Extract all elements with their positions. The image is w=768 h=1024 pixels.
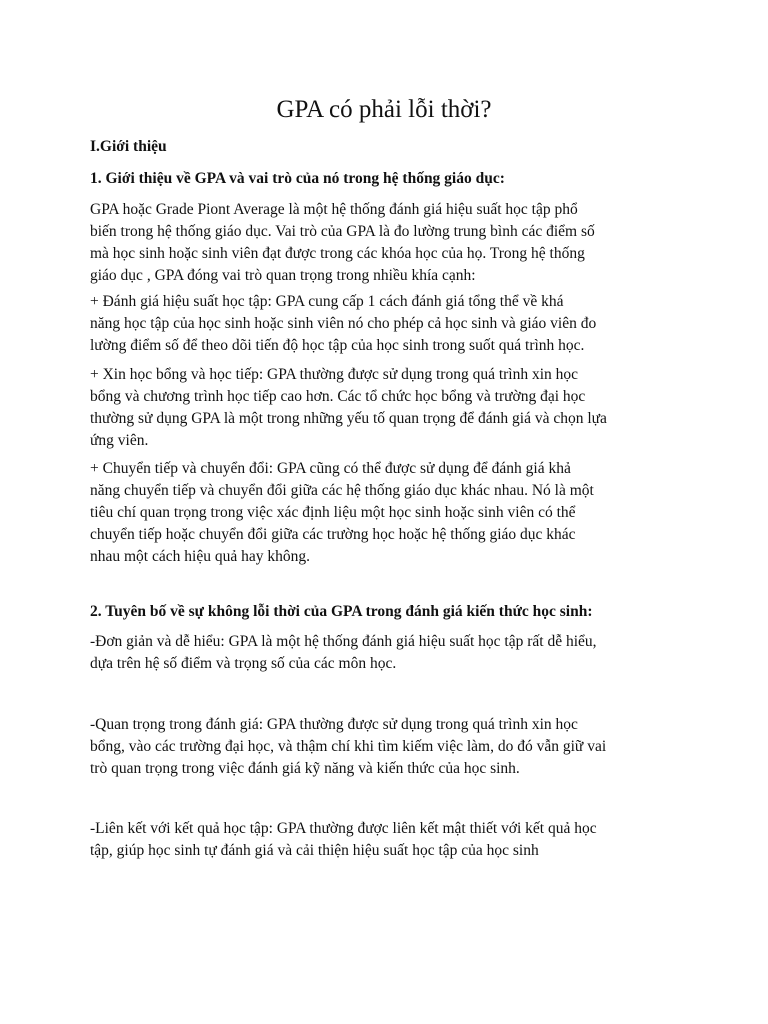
- document-title: GPA có phải lỗi thời?: [276, 96, 492, 123]
- point-simple-easy: -Đơn giản và dễ hiểu: GPA là một hệ thống đánh giá hiệu suất học tập rất dễ hiểu, dựa trên hệ số điểm và trọng số của các môn học.: [90, 633, 597, 672]
- section-heading-intro: I.Giới thiệu: [90, 138, 167, 155]
- bullet-scholarship: + Xin học bổng và học tiếp: GPA thường được sử dụng trong quá trình xin học bổng và chương trình học tiếp cao hơn. Các tổ chức học bổng và trường đại học thường sử dụng GPA là một trong những yếu tố quan trọng để đánh giá và chọn lựa ứng viên.: [90, 366, 607, 449]
- bullet-transfer: + Chuyển tiếp và chuyển đổi: GPA cũng có thể được sử dụng để đánh giá khả năng chuyển tiếp và chuyển đổi giữa các hệ thống giáo dục khác nhau. Nó là một tiêu chí quan trọng trong việc xác định liệu một học sinh hoặc sinh viên có thể chuyển tiếp hoặc chuyển đổi giữa các trường học hoặc hệ thống giáo dục khác nhau một cách hiệu quả hay không.: [90, 460, 594, 565]
- intro-paragraph: GPA hoặc Grade Piont Average là một hệ thống đánh giá hiệu suất học tập phổ biến trong hệ thống giáo dục. Vai trò của GPA là đo lường trung bình các điểm số mà học sinh hoặc sinh viên đạt được trong các khóa học của họ. Trong hệ thống giáo dục , GPA đóng vai trò quan trọng trong nhiều khía cạnh:: [90, 201, 595, 284]
- subsection-heading-2: 2. Tuyên bố về sự không lỗi thời của GPA trong đánh giá kiến thức học sinh:: [90, 603, 593, 620]
- point-linked-results: -Liên kết với kết quả học tập: GPA thường được liên kết mật thiết với kết quả học tập, giúp học sinh tự đánh giá và cải thiện hiệu suất học tập của học sinh: [90, 820, 597, 859]
- bullet-academic-performance: + Đánh giá hiệu suất học tập: GPA cung cấp 1 cách đánh giá tổng thể về khá năng học tập của học sinh hoặc sinh viên nó cho phép cả học sinh và giáo viên đo lường điểm số để theo dõi tiến độ học tập của học sinh trong suốt quá trình học.: [90, 293, 597, 354]
- point-important-evaluation: -Quan trọng trong đánh giá: GPA thường được sử dụng trong quá trình xin học bổng, vào các trường đại học, và thậm chí khi tìm kiếm việc làm, do đó vẫn giữ vai trò quan trọng trong việc đánh giá kỹ năng và kiến thức của học sinh.: [90, 716, 607, 777]
- subsection-heading-1: 1. Giới thiệu về GPA và vai trò của nó trong hệ thống giáo dục:: [90, 170, 505, 187]
